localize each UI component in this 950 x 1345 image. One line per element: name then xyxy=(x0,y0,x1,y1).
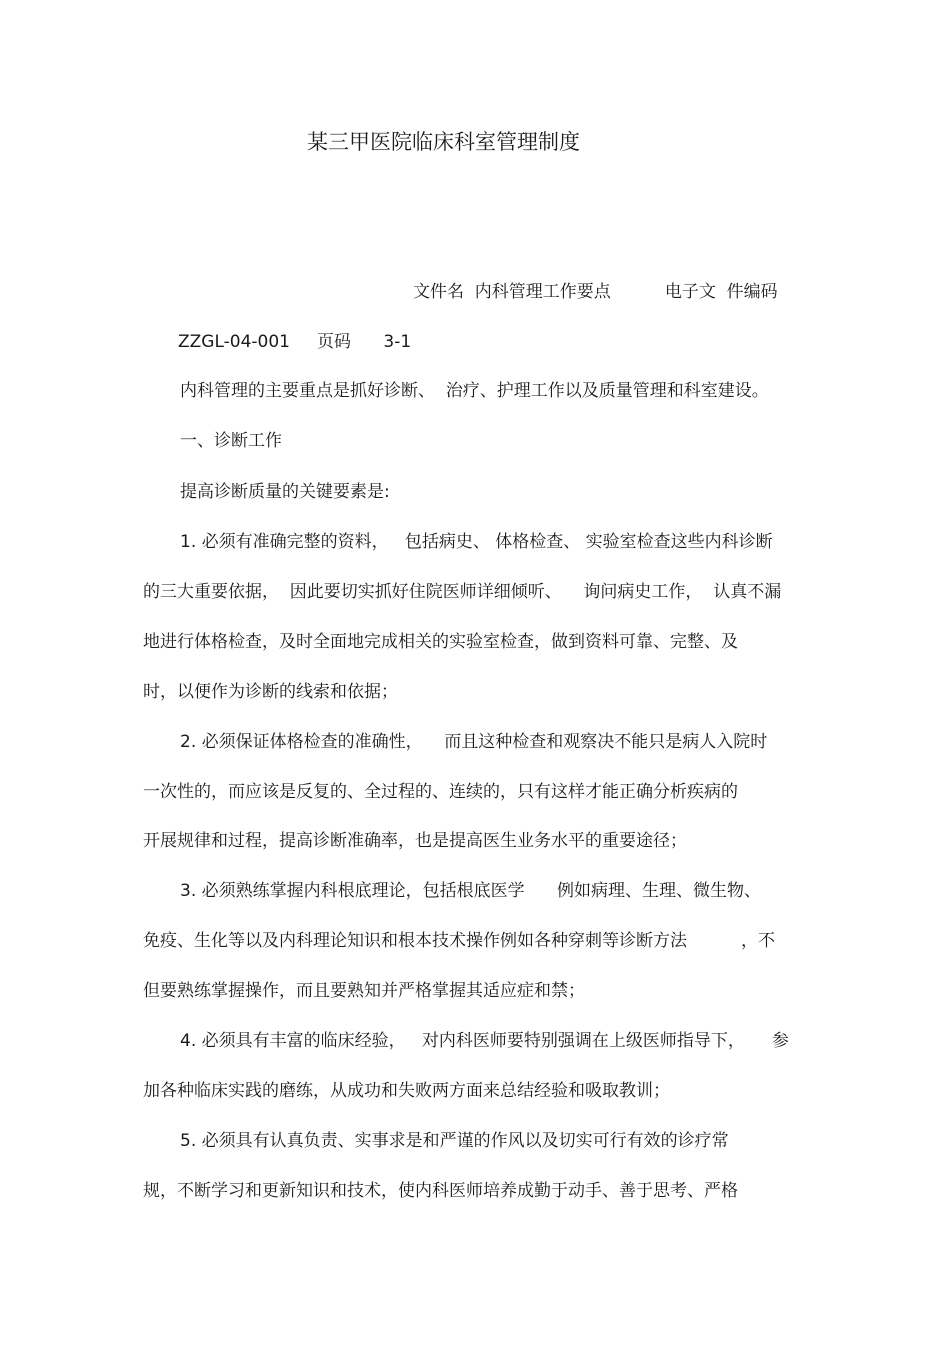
item-3-line: 3. 必须熟练掌握内科根底理论，包括根底医学 例如病理、生理、微生物、 xyxy=(180,881,762,901)
section-heading: 一、诊断工作 xyxy=(180,431,282,451)
item-2-line: 一次性的，而应该是反复的、全过程的、连续的，只有这样才能正确分析疾病的 xyxy=(143,782,738,802)
item-1-line: 时，以便作为诊断的线索和依据； xyxy=(143,682,398,702)
file-meta-line: 文件名 内科管理工作要点 电子文 件编码 xyxy=(413,282,778,302)
intro-paragraph: 内科管理的主要重点是抓好诊断、 治疗、护理工作以及质量管理和科室建设。 xyxy=(180,381,769,401)
item-5-line: 规，不断学习和更新知识和技术，使内科医师培养成勤于动手、善于思考、严格 xyxy=(143,1181,738,1201)
document-title: 某三甲医院临床科室管理制度 xyxy=(307,130,580,154)
item-1-line: 的三大重要依据， 因此要切实抓好住院医师详细倾听、 询问病史工作， 认真不漏 xyxy=(143,582,782,602)
item-3-line: 但要熟练掌握操作，而且要熟知并严格掌握其适应症和禁； xyxy=(143,981,585,1001)
item-1-line: 1. 必须有准确完整的资料， 包括病史、 体格检查、 实验室检查这些内科诊断 xyxy=(180,532,773,552)
item-2-line: 开展规律和过程，提高诊断准确率，也是提高医生业务水平的重要途径； xyxy=(143,831,687,851)
item-4-line: 4. 必须具有丰富的临床经验， 对内科医师要特别强调在上级医师指导下， 参 xyxy=(180,1031,789,1051)
file-code-line: ZZGL-04-001 页码 3-1 xyxy=(178,332,412,352)
item-3-line: 免疫、生化等以及内科理论知识和根本技术操作例如各种穿刺等诊断方法 ，不 xyxy=(143,931,776,951)
item-2-line: 2. 必须保证体格检查的准确性， 而且这种检查和观察决不能只是病人入院时 xyxy=(180,732,768,752)
section-lead: 提高诊断质量的关键要素是: xyxy=(180,482,390,502)
item-1-line: 地进行体格检查，及时全面地完成相关的实验室检查，做到资料可靠、完整、及 xyxy=(143,632,738,652)
item-5-line: 5. 必须具有认真负责、实事求是和严谨的作风以及切实可行有效的诊疗常 xyxy=(180,1131,729,1151)
item-4-line: 加各种临床实践的磨练，从成功和失败两方面来总结经验和吸取教训； xyxy=(143,1081,670,1101)
